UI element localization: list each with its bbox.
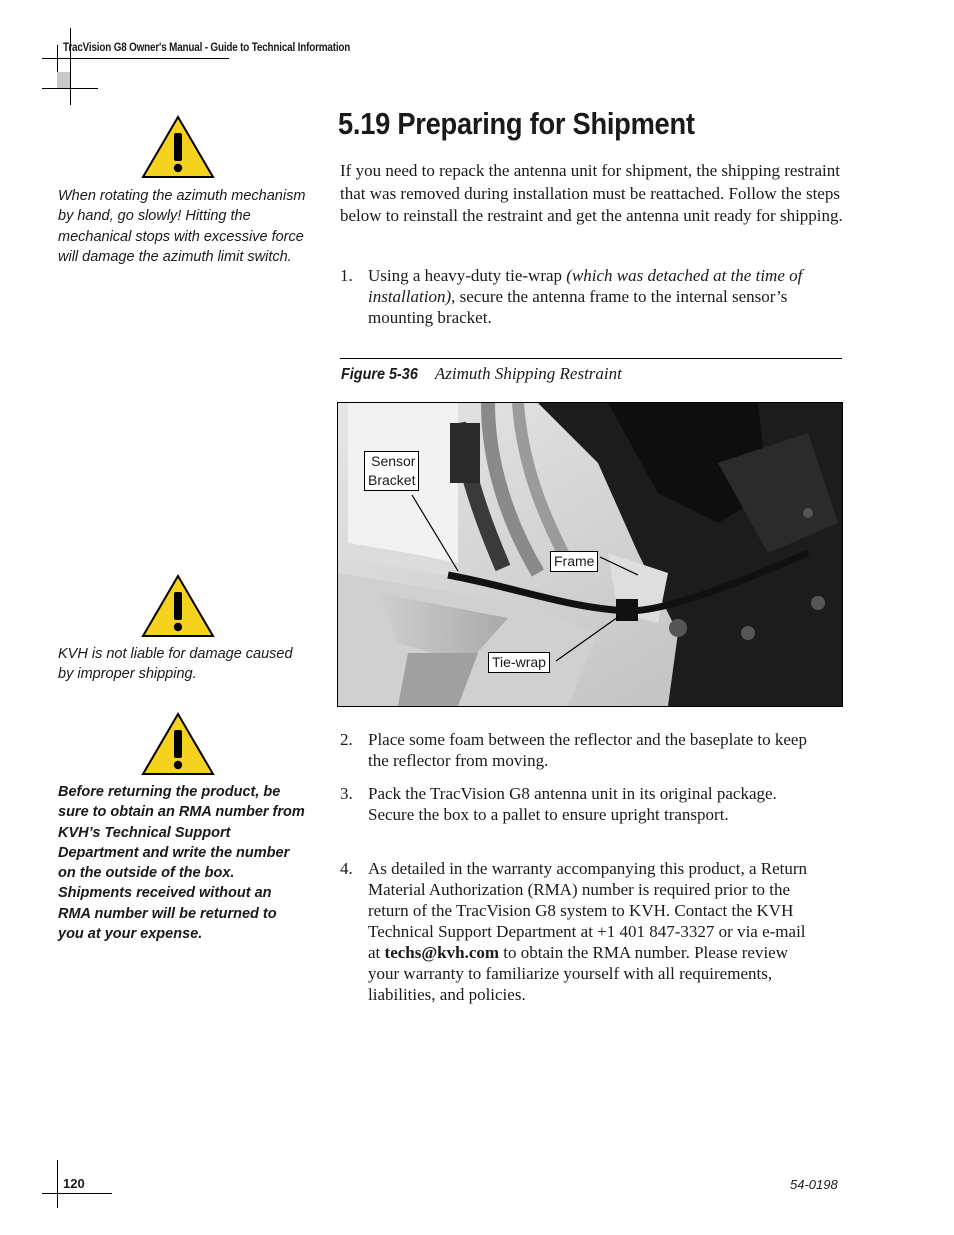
step-text: As detailed in the warranty accompanying this product, a Return Material Authorization (RMA) number is required prior to the return of the TracVision G8 system to KVH. Contact the KVH Technical Support Department at +1 401 847-3327 or via e-mail at	[368, 859, 808, 962]
intro-paragraph: If you need to repack the antenna unit for shipment, the shipping restraint that was removed during installation must be reattached. Follow the steps below to reinstall the restraint and get the antenna unit ready for shipping.	[340, 161, 843, 225]
callout-label: Sensor	[371, 453, 416, 469]
step-text: Pack the TracVision G8 antenna unit in its original package. Secure the box to a pallet to ensure upright transport.	[368, 784, 777, 824]
step-text-italic: (which was detached at the time of installation)	[368, 266, 803, 306]
azimuth-restraint-photo	[337, 402, 843, 707]
document-number: 54-0198	[790, 1177, 838, 1192]
support-email: techs@kvh.com	[384, 943, 500, 962]
warning-icon	[141, 574, 215, 638]
frame-callout: Frame	[550, 551, 598, 572]
running-header: TracVision G8 Owner's Manual - Guide to Technical Information	[63, 42, 351, 54]
section-title: 5.19 Preparing for Shipment	[338, 106, 695, 141]
step-number: 2.	[340, 730, 353, 749]
rma-warning-note: Before returning the product, be sure to obtain an RMA number from KVH’s Technical Support Department and write the number on the outside of the box. Shipments received without an RMA number will be returned to you at your expense.	[58, 784, 305, 943]
step-text: to obtain the RMA number. Please review your warranty to familiarize yourself with all requirements, liabilities, and policies.	[368, 943, 788, 1004]
step-text: Place some foam between the reflector and the baseplate to keep the reflector from moving.	[368, 730, 807, 770]
step-number: 3.	[340, 784, 353, 803]
step-number: 4.	[340, 859, 353, 878]
tie-wrap-callout: Tie-wrap	[488, 652, 550, 673]
figure-title: Azimuth Shipping Restraint	[434, 364, 622, 383]
liability-note: KVH is not liable for damage caused by improper shipping.	[58, 646, 293, 683]
step-4	[340, 858, 820, 1005]
warning-icon	[141, 115, 215, 179]
step-text: Using a heavy-duty tie-wrap	[368, 266, 567, 285]
sensor-bracket-callout	[364, 451, 419, 491]
figure-number: Figure 5-36	[341, 366, 418, 383]
step-number: 1.	[340, 266, 353, 285]
figure-caption	[341, 364, 622, 384]
warning-icon	[141, 712, 215, 776]
step-text: , secure the antenna frame to the internal sensor’s mounting bracket.	[368, 287, 788, 327]
azimuth-warning-note: When rotating the azimuth mechanism by hand, go slowly! Hitting the mechanical stops with excessive force will damage the azimuth limit switch.	[58, 188, 306, 265]
page-number: 120	[63, 1176, 85, 1191]
callout-label: Bracket	[368, 472, 416, 488]
step-2	[340, 729, 820, 771]
step-3	[340, 783, 820, 825]
step-1	[340, 265, 820, 328]
figure-rule	[340, 358, 842, 359]
